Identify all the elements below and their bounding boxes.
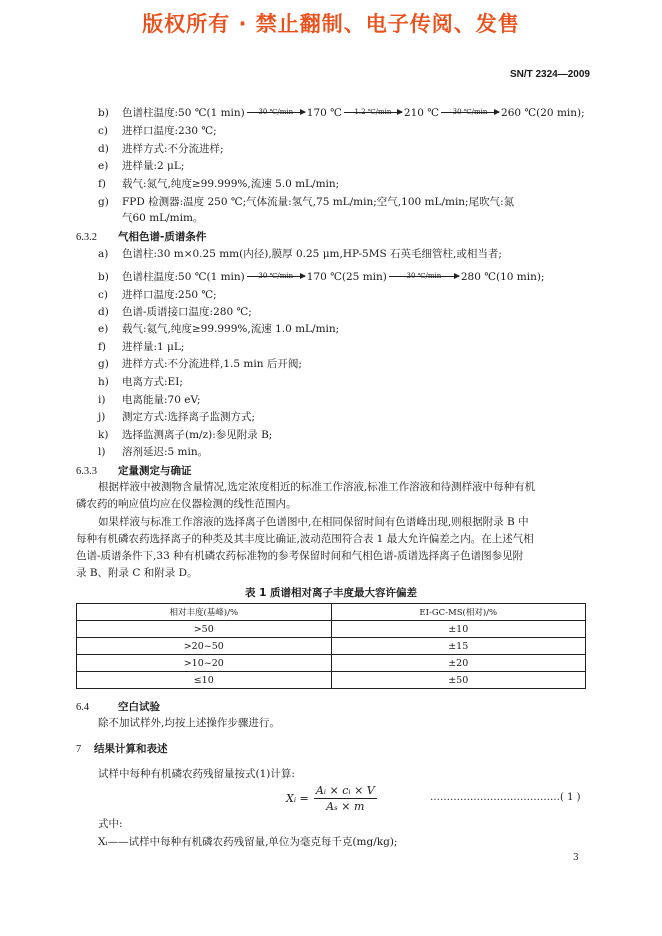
list-item <box>98 410 255 424</box>
paragraph-1 <box>76 479 590 513</box>
item-label: f) <box>98 178 106 190</box>
section-number: 6.3.2 <box>76 232 97 243</box>
item-text: 电离方式:EI; <box>122 376 183 388</box>
ramp-rate-label: 30 ℃/min <box>258 272 294 280</box>
standard-number: SN/T 2324—2009 <box>509 69 590 80</box>
item-text: 进样量:2 μL; <box>122 160 185 172</box>
ramp-rate-label: 30 ℃/min <box>452 108 488 116</box>
paragraph-line: 色谱-质谱条件下,33 种有机磷农药标准物的参考保留时间和气相色谱-质谱选择离子色谱图参见附 <box>76 550 524 562</box>
item-label: l) <box>98 446 106 458</box>
paragraph-line: 磷农药的响应值均应在仪器检测的线性范围内。 <box>76 498 297 510</box>
list-item-continuation: 气60 mL/mim。 <box>122 212 204 224</box>
list1-item-b <box>98 106 585 120</box>
formula-fraction <box>314 784 377 813</box>
item-label: g) <box>98 358 109 370</box>
table-row <box>77 672 586 689</box>
table-cell: ±20 <box>331 655 586 672</box>
item-label: d) <box>98 143 109 155</box>
section-heading-6-3-3 <box>76 463 192 478</box>
list-item <box>98 340 184 354</box>
ramp-rate-label: 30 ℃/min <box>406 272 442 280</box>
table-header-row <box>77 604 586 621</box>
calc-intro: 试样中每种有机磷农药残留量按式(1)计算: <box>98 768 295 780</box>
item-text: 选择监测离子(m/z):参见附录 B; <box>122 429 273 441</box>
list-item <box>98 357 302 371</box>
paragraph-line: 如果样液与标准工作溶液的选择离子色谱图中,在相同保留时间有色谱峰出现,则根据附录 B 中 <box>98 516 529 528</box>
list-item <box>98 375 183 389</box>
temp-end: 260 ℃(20 min); <box>501 107 585 119</box>
section-title: 定量测定与确证 <box>118 465 192 477</box>
ramp-rate-label: 1.2 ℃/min <box>354 108 392 116</box>
temp-start: 色谱柱温度:50 ℃(1 min) <box>122 271 245 283</box>
temp-mid-1: 170 ℃(25 min) <box>306 271 387 283</box>
item-label: k) <box>98 429 109 441</box>
item-label: g) <box>98 196 109 208</box>
list-item <box>98 195 514 209</box>
item-label: e) <box>98 323 109 335</box>
section-title: 结果计算和表述 <box>94 743 168 755</box>
where-label: 式中: <box>98 818 123 830</box>
paragraph-2 <box>76 514 590 582</box>
list-item <box>98 124 217 138</box>
section-number: 6.4 <box>76 702 90 713</box>
section-title: 气相色谱-质谱条件 <box>118 231 207 243</box>
item-label: b) <box>98 271 109 283</box>
item-text: 进样方式:不分流进样,1.5 min 后开阀; <box>122 358 302 370</box>
table-cell: ±50 <box>331 672 586 689</box>
list2-item-b <box>98 270 545 284</box>
table-row <box>77 621 586 638</box>
definition-x: Xᵢ——试样中每种有机磷农药残留量,单位为毫克每千克(mg/kg); <box>98 836 398 848</box>
temp-mid-2: 210 ℃ <box>403 107 440 119</box>
table-cell: >20~50 <box>77 638 332 655</box>
item-text: 电离能量:70 eV; <box>122 394 201 406</box>
item-label: d) <box>98 306 109 318</box>
formula-denominator: Aₛ × m <box>326 800 365 813</box>
ramp-rate-label: 30 ℃/min <box>258 108 294 116</box>
item-label: f) <box>98 341 106 353</box>
list-item <box>98 177 339 191</box>
section-heading-6-3-2 <box>76 229 206 244</box>
item-text: 进样口温度:230 ℃; <box>122 125 217 137</box>
ramp-arrow-1 <box>247 108 305 116</box>
item-text: 色谱-质谱接口温度:280 ℃; <box>122 306 252 318</box>
section-title: 空白试验 <box>118 701 160 713</box>
item-label: h) <box>98 376 109 388</box>
formula-1 <box>286 784 377 813</box>
item-text: 载气:氦气,纯度≥99.999%,流速 1.0 mL/min; <box>122 323 340 335</box>
item-label: c) <box>98 289 108 301</box>
list-item <box>98 159 184 173</box>
section-number: 6.3.3 <box>76 466 97 477</box>
table-row <box>77 638 586 655</box>
ramp-arrow-2 <box>344 108 402 116</box>
item-label: j) <box>98 411 106 423</box>
paragraph-line: 录 B、附录 C 和附录 D。 <box>76 567 198 579</box>
item-text: FPD 检测器:温度 250 ℃;气体流量:氢气,75 mL/min;空气,100 mL/min;尾吹气:氮 <box>122 196 515 208</box>
item-label: e) <box>98 160 109 172</box>
ramp-arrow-1 <box>247 272 305 280</box>
temp-start: 色谱柱温度:50 ℃(1 min) <box>122 107 245 119</box>
table-cell: >10~20 <box>77 655 332 672</box>
table-cell: >50 <box>77 621 332 638</box>
list-item <box>98 428 272 442</box>
item-text: 载气:氮气,纯度≥99.999%,流速 5.0 mL/min; <box>122 178 340 190</box>
item-text: 色谱柱:30 m×0.25 mm(内径),膜厚 0.25 μm,HP-5MS 石英毛细管柱,或相当者; <box>122 248 502 260</box>
list-item <box>98 445 208 459</box>
table-header-cell: EI-GC-MS(相对)/% <box>331 604 586 621</box>
ramp-arrow-2 <box>389 272 459 280</box>
formula-lhs: Xᵢ = <box>286 792 309 805</box>
section-heading-7 <box>76 741 168 756</box>
list-item <box>98 305 252 319</box>
table-row <box>77 655 586 672</box>
section-6-4-text: 除不加试样外,均按上述操作步骤进行。 <box>98 717 280 729</box>
copyright-banner: 版权所有 · 禁止翻制、电子传阅、发售 <box>142 12 520 36</box>
list-item <box>98 393 201 407</box>
table-cell: ±10 <box>331 621 586 638</box>
item-label: a) <box>98 248 109 260</box>
paragraph-line: 每种有机磷农药选择离子的种类及其丰度比确证,波动范围符合表 1 最大允许偏差之内。在上述气相 <box>76 533 534 545</box>
temp-end: 280 ℃(10 min); <box>460 271 545 283</box>
section-heading-6-4 <box>76 699 160 714</box>
item-text: 测定方式:选择离子监测方式; <box>122 411 256 423</box>
paragraph-line: 根据样液中被测物含量情况,选定浓度相近的标准工作溶液,标准工作溶液和待测样液中每种有机 <box>98 481 536 493</box>
table-header-cell: 相对丰度(基峰)/% <box>77 604 332 621</box>
list-item <box>98 322 339 336</box>
table-caption: 表 1 质谱相对离子丰度最大容许偏差 <box>244 587 418 599</box>
table-cell: ±15 <box>331 638 586 655</box>
table-cell: ≤10 <box>77 672 332 689</box>
formula-number: …………………………………( 1 ) <box>430 792 581 803</box>
table-1 <box>76 603 586 689</box>
item-text: 进样方式:不分流进样; <box>122 143 224 155</box>
temp-mid-1: 170 ℃ <box>306 107 342 119</box>
item-text: 进样口温度:250 ℃; <box>122 289 217 301</box>
list-item <box>98 247 502 261</box>
item-text: 溶剂延迟:5 min。 <box>122 446 209 458</box>
list-item <box>98 142 224 156</box>
item-label: i) <box>98 394 106 406</box>
section-number: 7 <box>76 744 82 755</box>
page-number: 3 <box>573 853 579 863</box>
ramp-arrow-3 <box>441 108 499 116</box>
item-label: c) <box>98 125 108 137</box>
item-text: 进样量:1 μL; <box>122 341 185 353</box>
formula-numerator: Aᵢ × cᵢ × V <box>315 784 375 797</box>
list-item <box>98 288 217 302</box>
item-label: b) <box>98 107 109 119</box>
